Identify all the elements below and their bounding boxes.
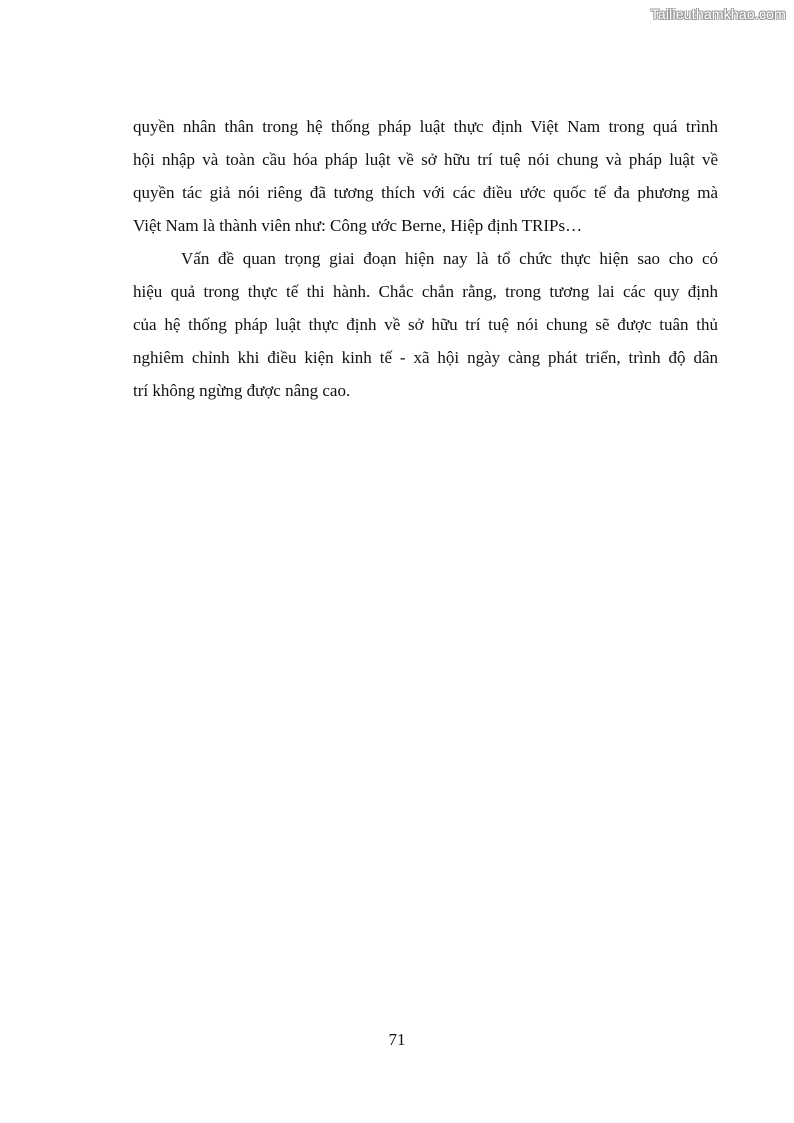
paragraph-line: Vấn đề quan trọng giai đoạn hiện nay là tổ chức thực hiện sao cho có: [181, 249, 718, 268]
paragraph-line: hội nhập và toàn cầu hóa pháp luật về sở hữu trí tuệ nói chung và pháp luật về: [133, 150, 718, 169]
paragraph-line: nghiêm chỉnh khi điều kiện kinh tế - xã hội ngày càng phát triển, trình độ dân: [133, 348, 718, 367]
document-body: [133, 110, 718, 407]
paragraph-line: quyền tác giả nói riêng đã tương thích với các điều ước quốc tế đa phương mà: [133, 183, 718, 202]
page-number: 71: [388, 1030, 406, 1049]
paragraph-line: trí không ngừng được nâng cao.: [133, 381, 351, 400]
paragraph-line: hiệu quả trong thực tế thi hành. Chắc chắn rằng, trong tương lai các quy định: [133, 282, 718, 301]
paragraph-1: [133, 110, 718, 242]
paragraph-line: Việt Nam là thành viên như: Công ước Berne, Hiệp định TRIPs…: [133, 216, 583, 235]
paragraph-line: của hệ thống pháp luật thực định về sở hữu trí tuệ nói chung sẽ được tuân thủ: [133, 315, 718, 334]
paragraph-2: [133, 242, 718, 407]
watermark-text: Tailieuthamkhao.com: [650, 6, 786, 22]
paragraph-line: quyền nhân thân trong hệ thống pháp luật thực định Việt Nam trong quá trình: [133, 117, 718, 136]
